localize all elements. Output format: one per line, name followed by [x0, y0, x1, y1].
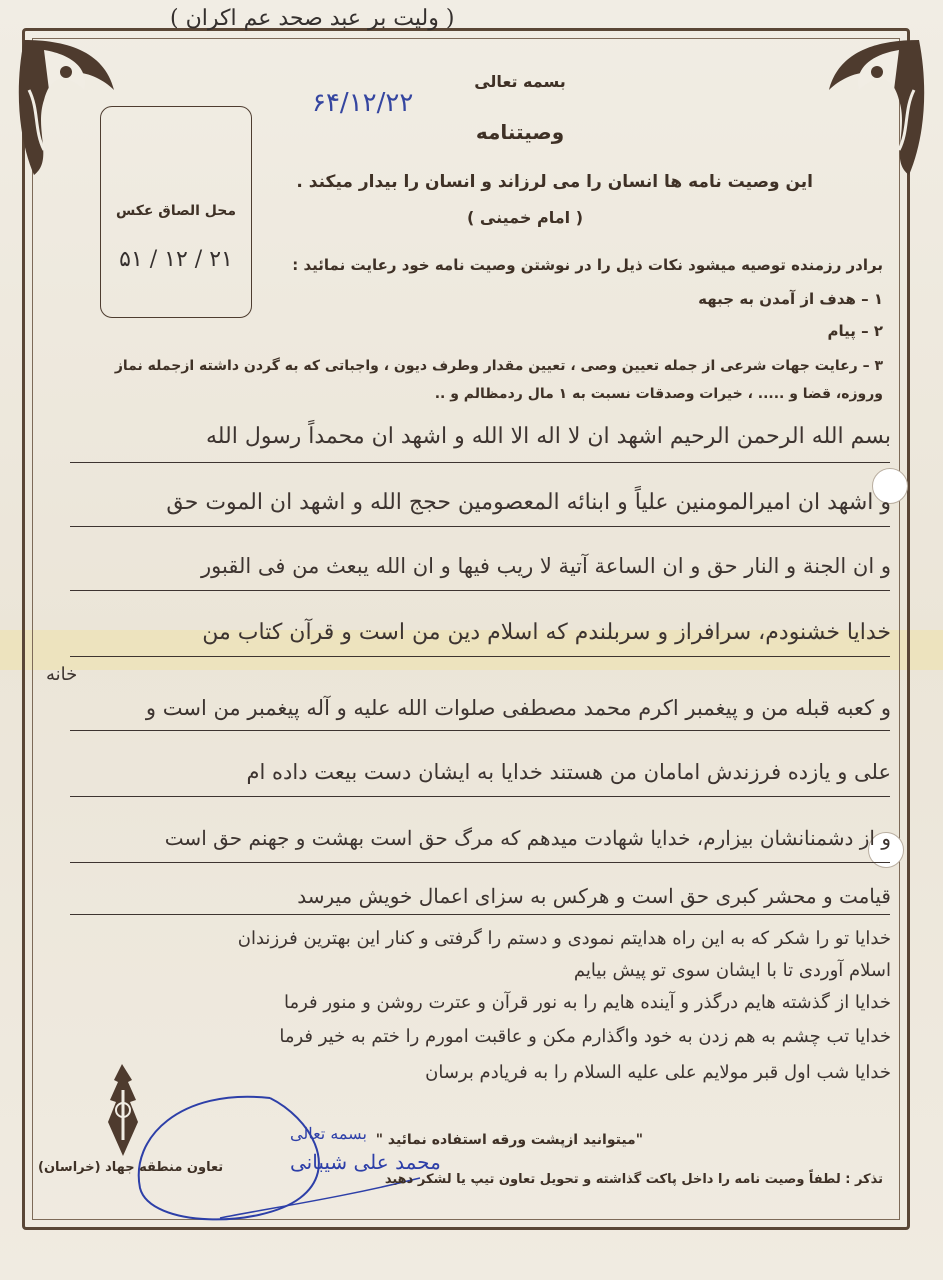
- handwritten-date: ۶۴/۱۲/۲۲: [312, 88, 414, 118]
- page-title: وصیتنامه: [475, 120, 565, 144]
- testament-line: و از دشمنانشان بیزارم، خدایا شهادت میدهم که مرگ حق است بهشت و جهنم حق است: [164, 826, 891, 850]
- photo-box-handwriting: ۵۱ / ۱۲ / ۲۱: [119, 247, 233, 272]
- photo-box-label: محل الصاق عکس: [115, 203, 237, 219]
- signature-name: محمد علی شیبانی: [290, 1150, 441, 1174]
- testament-line: و کعبه قبله من و پیغمبر اکرم محمد مصطفی صلوات الله علیه و آله پیغمبر من است و: [145, 696, 891, 720]
- cooperative-label: تعاون منطقه جهاد (خراسان): [38, 1160, 224, 1175]
- reminder-note: تذکر : لطفاً وصیت نامه را داخل پاکت گذاشته و تحویل تعاون تیپ یا لشکر دهید: [384, 1172, 883, 1187]
- testament-line: بسم الله الرحمن الرحیم اشهد ان لا اله الا الله و اشهد ان محمداً رسول الله: [205, 424, 891, 449]
- testament-line-margin: خانه: [46, 664, 78, 685]
- ruled-line: [70, 656, 890, 657]
- testament-line: خدایا شب اول قبر مولایم علی علیه السلام را به فریادم برسان: [425, 1062, 891, 1083]
- ruled-line: [70, 796, 890, 797]
- ruled-line: [70, 914, 890, 915]
- photo-box: [100, 106, 252, 318]
- ruled-line: [70, 590, 890, 591]
- ruled-line: [70, 462, 890, 463]
- quote-author: ( امام خمینی ): [467, 208, 583, 227]
- basmala-heading: بسمه تعالی: [474, 72, 566, 91]
- instruction-item: ۱ – هدف از آمدن به جبهه: [698, 290, 883, 308]
- testament-line: اسلام آوردی تا با ایشان سوی تو پیش بیایم: [573, 960, 891, 981]
- testament-line: خدایا خشنودم، سرافراز و سربلندم که اسلام دین من است و قرآن کتاب من: [202, 620, 891, 645]
- khomeini-quote: این وصیت نامه ها انسان را می لرزاند و انسان را بیدار میکند .: [296, 172, 813, 192]
- ruled-line: [70, 730, 890, 731]
- ruled-line: [70, 862, 890, 863]
- back-side-note: "میتوانید ازپشت ورقه استفاده نمائید ": [375, 1132, 643, 1148]
- testament-line: و ان الجنة و النار حق و ان الساعة آتیة لا ریب فیها و ان الله یبعث من فی القبور: [201, 554, 891, 578]
- testament-line: و اشهد ان امیرالمومنین علیاً و ابنائه المعصومین حجج الله و اشهد ان الموت حق: [166, 490, 891, 515]
- instruction-item: وروزه، قضا و ..... ، خیرات وصدقات نسبت به ۱ مال ردمظالم و ..: [434, 386, 883, 402]
- signature-basmala: بسمه تعالی: [290, 1124, 367, 1143]
- testament-line: خدایا تو را شکر که به این راه هدایتم نمودی و دستم را گرفتی و کنار این بهترین فرزندان: [237, 928, 891, 949]
- instructions-intro: برادر رزمنده توصیه میشود نکات ذیل را در نوشتن وصیت نامه خود رعایت نمائید :: [292, 256, 883, 274]
- testament-line: قیامت و محشر کبری حق است و هرکس به سزای اعمال خویش میرسد: [297, 884, 891, 908]
- ornament-corner-right: [819, 30, 929, 180]
- instruction-item: ۳ – رعایت جهات شرعی از جمله تعیین وصی ، تعیین مقدار وطرف دیون ، واجباتی که به گردن داشته ازجمله نماز: [114, 358, 883, 374]
- ruled-line: [70, 526, 890, 527]
- top-handwritten-note: ( ولیت بر عبد صحد عم اکران ): [170, 6, 455, 31]
- testament-line: خدایا تب چشم به هم زدن به خود واگذارم مکن و عاقبت امورم را ختم به خیر فرما: [279, 1026, 891, 1047]
- testament-line: علی و یازده فرزندش امامان من هستند خدایا به ایشان دست بیعت داده ام: [246, 760, 891, 784]
- testament-line: خدایا از گذشته هایم درگذر و آینده هایم را به نور قرآن و عترت روشن و منور فرما: [283, 992, 891, 1013]
- instruction-item: ۲ – پیام: [827, 322, 883, 340]
